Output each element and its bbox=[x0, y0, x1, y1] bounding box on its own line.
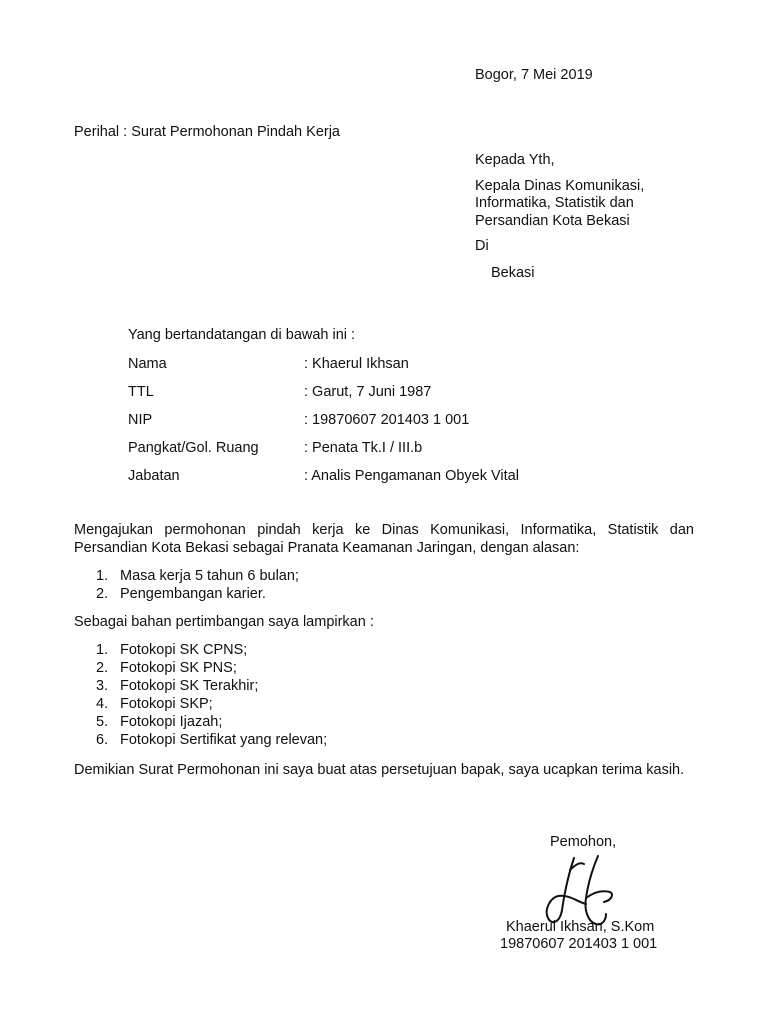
list-item bbox=[74, 714, 327, 732]
list-item bbox=[74, 678, 327, 696]
list-text: Fotokopi SK PNS; bbox=[120, 660, 237, 676]
list-number: 1. bbox=[96, 642, 109, 658]
list-number: 2. bbox=[96, 586, 109, 602]
signatory-nip: 19870607 201403 1 001 bbox=[500, 936, 658, 952]
place-date: Bogor, 7 Mei 2019 bbox=[475, 67, 593, 83]
list-item bbox=[74, 696, 327, 714]
list-number: 4. bbox=[96, 696, 109, 712]
list-item bbox=[74, 642, 327, 660]
signatory-name: Khaerul Ikhsan, S.Kom bbox=[506, 919, 655, 935]
identity-label: Jabatan bbox=[128, 468, 180, 484]
identity-value: : Garut, 7 Juni 1987 bbox=[304, 384, 432, 400]
list-number: 5. bbox=[96, 714, 109, 730]
list-item bbox=[74, 568, 299, 586]
list-item bbox=[74, 586, 299, 604]
signature-role: Pemohon, bbox=[550, 834, 617, 850]
identity-label: Nama bbox=[128, 356, 167, 372]
addressee-city: Bekasi bbox=[491, 264, 535, 281]
identity-value: : Khaerul Ikhsan bbox=[304, 356, 409, 372]
list-item bbox=[74, 732, 327, 750]
identity-label: Pangkat/Gol. Ruang bbox=[128, 440, 259, 456]
identity-value: : Analis Pengamanan Obyek Vital bbox=[304, 468, 519, 484]
identity-value: : Penata Tk.I / III.b bbox=[304, 440, 423, 456]
recipient-line: Kepala Dinas Komunikasi, bbox=[475, 177, 645, 194]
list-number: 6. bbox=[96, 732, 109, 748]
request-paragraph: Mengajukan permohonan pindah kerja ke Dinas Komunikasi, Informatika, Statistik dan Persandian Kota Bekasi sebagai Pranata Keamanan Jaringan, dengan alasan: bbox=[74, 522, 694, 556]
list-item bbox=[74, 660, 327, 678]
recipient-line: Informatika, Statistik dan bbox=[475, 195, 634, 211]
list-text: Fotokopi SK Terakhir; bbox=[120, 678, 259, 694]
identity-label: TTL bbox=[128, 384, 154, 400]
addressee-di: Di bbox=[475, 238, 489, 254]
closing-paragraph: Demikian Surat Permohonan ini saya buat atas persetujuan bapak, saya ucapkan terima kasih. bbox=[74, 762, 685, 778]
reasons-list bbox=[74, 568, 299, 604]
list-number: 3. bbox=[96, 678, 109, 694]
identity-label: NIP bbox=[128, 412, 153, 428]
list-text: Fotokopi Sertifikat yang relevan; bbox=[120, 732, 328, 748]
list-text: Masa kerja 5 tahun 6 bulan; bbox=[120, 568, 299, 584]
consideration-intro: Sebagai bahan pertimbangan saya lampirkan : bbox=[74, 614, 374, 630]
list-number: 2. bbox=[96, 660, 109, 676]
subject-line: Perihal : Surat Permohonan Pindah Kerja bbox=[74, 124, 340, 140]
recipient-line: Persandian Kota Bekasi bbox=[475, 212, 630, 229]
salutation: Kepada Yth, bbox=[475, 152, 555, 168]
list-number: 1. bbox=[96, 568, 109, 584]
attachments-list bbox=[74, 642, 327, 750]
list-text: Fotokopi Ijazah; bbox=[120, 714, 223, 730]
list-text: Pengembangan karier. bbox=[120, 586, 266, 602]
identity-value: : 19870607 201403 1 001 bbox=[304, 412, 470, 428]
identity-intro: Yang bertandatangan di bawah ini : bbox=[128, 327, 356, 343]
addressee-block bbox=[475, 152, 715, 282]
list-text: Fotokopi SK CPNS; bbox=[120, 642, 248, 658]
list-text: Fotokopi SKP; bbox=[120, 696, 213, 712]
